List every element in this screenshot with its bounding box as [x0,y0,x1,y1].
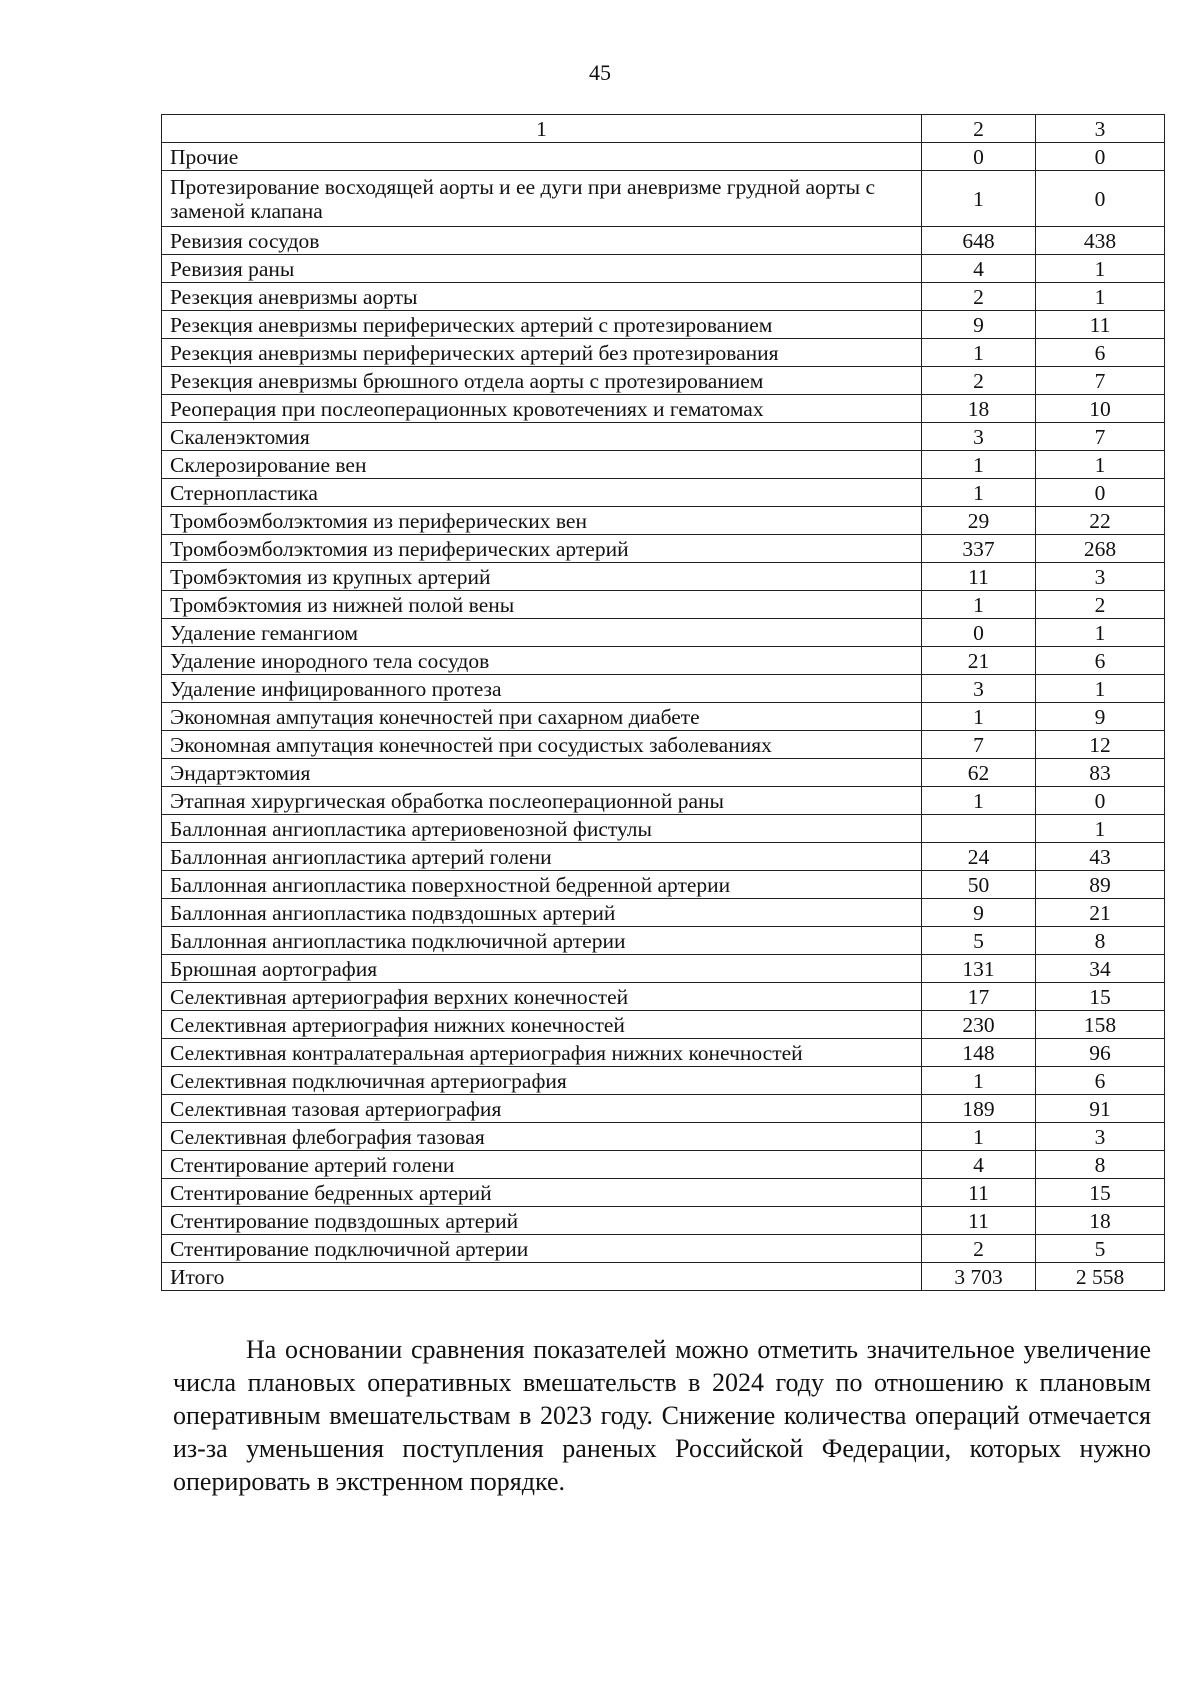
row-value-2024-cell: 438 [1036,227,1165,255]
row-name-cell: Ревизия сосудов [162,227,922,255]
row-value-2024-cell: 1 [1036,675,1165,703]
table-row [162,955,1165,983]
row-value-2023-cell: 17 [922,983,1036,1011]
row-value-2024-cell: 91 [1036,1095,1165,1123]
header-col-1: 1 [162,115,922,143]
table-row [162,1123,1165,1151]
row-name-cell: Стентирование бедренных артерий [162,1179,922,1207]
row-value-2024-cell: 6 [1036,1067,1165,1095]
row-value-2023-cell: 0 [922,143,1036,171]
row-value-2023-cell: 50 [922,871,1036,899]
table-row [162,703,1165,731]
header-col-3: 3 [1036,115,1165,143]
row-name-cell: Итого [162,1263,922,1291]
row-value-2024-cell: 43 [1036,843,1165,871]
table-row [162,479,1165,507]
table-row [162,731,1165,759]
row-value-2023-cell: 131 [922,955,1036,983]
row-value-2024-cell: 34 [1036,955,1165,983]
row-value-2024-cell: 8 [1036,1151,1165,1179]
table-row [162,451,1165,479]
row-name-cell: Экономная ампутация конечностей при сосудистых заболеваниях [162,731,922,759]
table-row [162,1235,1165,1263]
row-value-2023-cell: 1 [922,479,1036,507]
row-value-2024-cell: 2 [1036,591,1165,619]
table-row [162,395,1165,423]
table-row [162,1151,1165,1179]
row-value-2023-cell: 21 [922,647,1036,675]
table-row [162,143,1165,171]
row-value-2023-cell: 2 [922,283,1036,311]
table-row [162,563,1165,591]
row-value-2024-cell: 0 [1036,479,1165,507]
row-name-cell: Селективная подключичная артериография [162,1067,922,1095]
table-row [162,647,1165,675]
row-name-cell: Стентирование подключичной артерии [162,1235,922,1263]
table-row [162,507,1165,535]
row-value-2024-cell: 0 [1036,787,1165,815]
row-name-cell: Ревизия раны [162,255,922,283]
row-name-cell: Скаленэктомия [162,423,922,451]
row-value-2023-cell: 18 [922,395,1036,423]
row-name-cell: Резекция аневризмы периферических артерий без протезирования [162,339,922,367]
table-row [162,367,1165,395]
row-value-2023-cell: 189 [922,1095,1036,1123]
row-name-cell: Эндартэктомия [162,759,922,787]
row-value-2024-cell: 3 [1036,1123,1165,1151]
table-row [162,227,1165,255]
row-value-2024-cell: 89 [1036,871,1165,899]
row-value-2024-cell: 158 [1036,1011,1165,1039]
row-value-2023-cell: 230 [922,1011,1036,1039]
row-value-2023-cell: 1 [922,171,1036,227]
row-value-2023-cell: 1 [922,451,1036,479]
row-name-cell: Тромбэктомия из крупных артерий [162,563,922,591]
row-name-cell: Баллонная ангиопластика подключичной артерии [162,927,922,955]
table-row [162,675,1165,703]
row-name-cell: Резекция аневризмы брюшного отдела аорты с протезированием [162,367,922,395]
row-name-cell: Селективная артериография верхних конечностей [162,983,922,1011]
row-value-2023-cell: 11 [922,1179,1036,1207]
row-value-2023-cell: 4 [922,1151,1036,1179]
row-name-cell: Тромбэктомия из нижней полой вены [162,591,922,619]
row-name-cell: Резекция аневризмы аорты [162,283,922,311]
table-row [162,1095,1165,1123]
row-value-2023-cell: 24 [922,843,1036,871]
row-value-2023-cell: 62 [922,759,1036,787]
operations-table [161,114,1165,1291]
row-value-2024-cell: 6 [1036,339,1165,367]
table-row [162,927,1165,955]
table-header-row [162,115,1165,143]
table-row [162,591,1165,619]
row-value-2023-cell: 9 [922,311,1036,339]
row-name-cell: Селективная флебография тазовая [162,1123,922,1151]
row-value-2023-cell: 2 [922,367,1036,395]
row-value-2023-cell: 148 [922,1039,1036,1067]
table-row [162,171,1165,227]
table-row [162,871,1165,899]
row-value-2024-cell: 268 [1036,535,1165,563]
row-value-2023-cell: 1 [922,787,1036,815]
row-name-cell: Удаление гемангиом [162,619,922,647]
row-name-cell: Баллонная ангиопластика артериовенозной фистулы [162,815,922,843]
row-value-2023-cell: 1 [922,591,1036,619]
row-value-2023-cell: 3 [922,675,1036,703]
table-row [162,843,1165,871]
row-value-2024-cell: 7 [1036,423,1165,451]
row-name-cell: Стентирование подвздошных артерий [162,1207,922,1235]
table-row [162,311,1165,339]
conclusion-paragraph: На основании сравнения показателей можно отметить значительное увеличение числа плановых оперативных вмешательств в 2024 году по отношению к плановым оперативным вмешательствам в 2023 году. Снижение количества операций отмечается из-за уменьшения поступления раненых Российской Федерации, которых нужно оперировать в экстренном порядке. [173,1335,1151,1496]
page-number: 45 [589,60,611,85]
row-value-2023-cell [922,815,1036,843]
row-name-cell: Баллонная ангиопластика поверхностной бедренной артерии [162,871,922,899]
row-value-2024-cell: 1 [1036,815,1165,843]
table-row [162,815,1165,843]
row-value-2023-cell: 11 [922,1207,1036,1235]
table-row [162,283,1165,311]
row-value-2024-cell: 1 [1036,255,1165,283]
row-value-2024-cell: 11 [1036,311,1165,339]
row-name-cell: Удаление инородного тела сосудов [162,647,922,675]
row-value-2024-cell: 9 [1036,703,1165,731]
row-name-cell: Баллонная ангиопластика артерий голени [162,843,922,871]
row-name-cell: Удаление инфицированного протеза [162,675,922,703]
table-body [162,115,1165,1291]
table-row [162,619,1165,647]
row-value-2023-cell: 1 [922,1123,1036,1151]
row-name-cell: Резекция аневризмы периферических артерий с протезированием [162,311,922,339]
row-value-2024-cell: 96 [1036,1039,1165,1067]
row-value-2023-cell: 1 [922,1067,1036,1095]
row-name-cell: Селективная тазовая артериография [162,1095,922,1123]
row-name-cell: Прочие [162,143,922,171]
row-value-2023-cell: 4 [922,255,1036,283]
table-row [162,787,1165,815]
row-value-2023-cell: 11 [922,563,1036,591]
table-row [162,1039,1165,1067]
row-value-2023-cell: 5 [922,927,1036,955]
row-value-2024-cell: 1 [1036,619,1165,647]
row-value-2023-cell: 648 [922,227,1036,255]
table-row [162,899,1165,927]
row-name-cell: Стернопластика [162,479,922,507]
row-value-2024-cell: 12 [1036,731,1165,759]
row-value-2024-cell: 2 558 [1036,1263,1165,1291]
row-value-2024-cell: 15 [1036,1179,1165,1207]
row-value-2024-cell: 10 [1036,395,1165,423]
row-value-2023-cell: 3 703 [922,1263,1036,1291]
row-value-2024-cell: 5 [1036,1235,1165,1263]
row-name-cell: Этапная хирургическая обработка послеоперационной раны [162,787,922,815]
table-total-row [162,1263,1165,1291]
row-value-2023-cell: 0 [922,619,1036,647]
table-row [162,759,1165,787]
table-row [162,1179,1165,1207]
row-name-cell: Тромбоэмболэктомия из периферических вен [162,507,922,535]
table-row [162,255,1165,283]
row-value-2024-cell: 1 [1036,451,1165,479]
row-name-cell: Баллонная ангиопластика подвздошных артерий [162,899,922,927]
table-row [162,1067,1165,1095]
row-name-cell: Брюшная аортография [162,955,922,983]
table-row [162,423,1165,451]
table-row [162,339,1165,367]
row-value-2024-cell: 22 [1036,507,1165,535]
row-name-cell: Селективная контралатеральная артериография нижних конечностей [162,1039,922,1067]
row-value-2024-cell: 15 [1036,983,1165,1011]
row-value-2024-cell: 8 [1036,927,1165,955]
row-name-cell: Склерозирование вен [162,451,922,479]
row-value-2024-cell: 18 [1036,1207,1165,1235]
row-name-cell: Стентирование артерий голени [162,1151,922,1179]
row-name-cell: Экономная ампутация конечностей при сахарном диабете [162,703,922,731]
row-value-2024-cell: 3 [1036,563,1165,591]
row-value-2023-cell: 9 [922,899,1036,927]
table-row [162,983,1165,1011]
row-value-2023-cell: 29 [922,507,1036,535]
table-row [162,1207,1165,1235]
row-value-2024-cell: 6 [1036,647,1165,675]
row-name-cell: Тромбоэмболэктомия из периферических артерий [162,535,922,563]
row-value-2024-cell: 21 [1036,899,1165,927]
header-col-2: 2 [922,115,1036,143]
row-value-2023-cell: 337 [922,535,1036,563]
row-value-2024-cell: 83 [1036,759,1165,787]
row-value-2024-cell: 1 [1036,283,1165,311]
row-value-2023-cell: 7 [922,731,1036,759]
row-name-cell: Реоперация при послеоперационных кровотечениях и гематомах [162,395,922,423]
row-name-cell: Протезирование восходящей аорты и ее дуги при аневризме грудной аорты с заменой клапана [162,171,922,227]
row-value-2024-cell: 7 [1036,367,1165,395]
table-row [162,1011,1165,1039]
row-value-2023-cell: 3 [922,423,1036,451]
row-value-2023-cell: 1 [922,339,1036,367]
row-value-2023-cell: 2 [922,1235,1036,1263]
row-value-2023-cell: 1 [922,703,1036,731]
table-row [162,535,1165,563]
row-value-2024-cell: 0 [1036,171,1165,227]
row-value-2024-cell: 0 [1036,143,1165,171]
row-name-cell: Селективная артериография нижних конечностей [162,1011,922,1039]
